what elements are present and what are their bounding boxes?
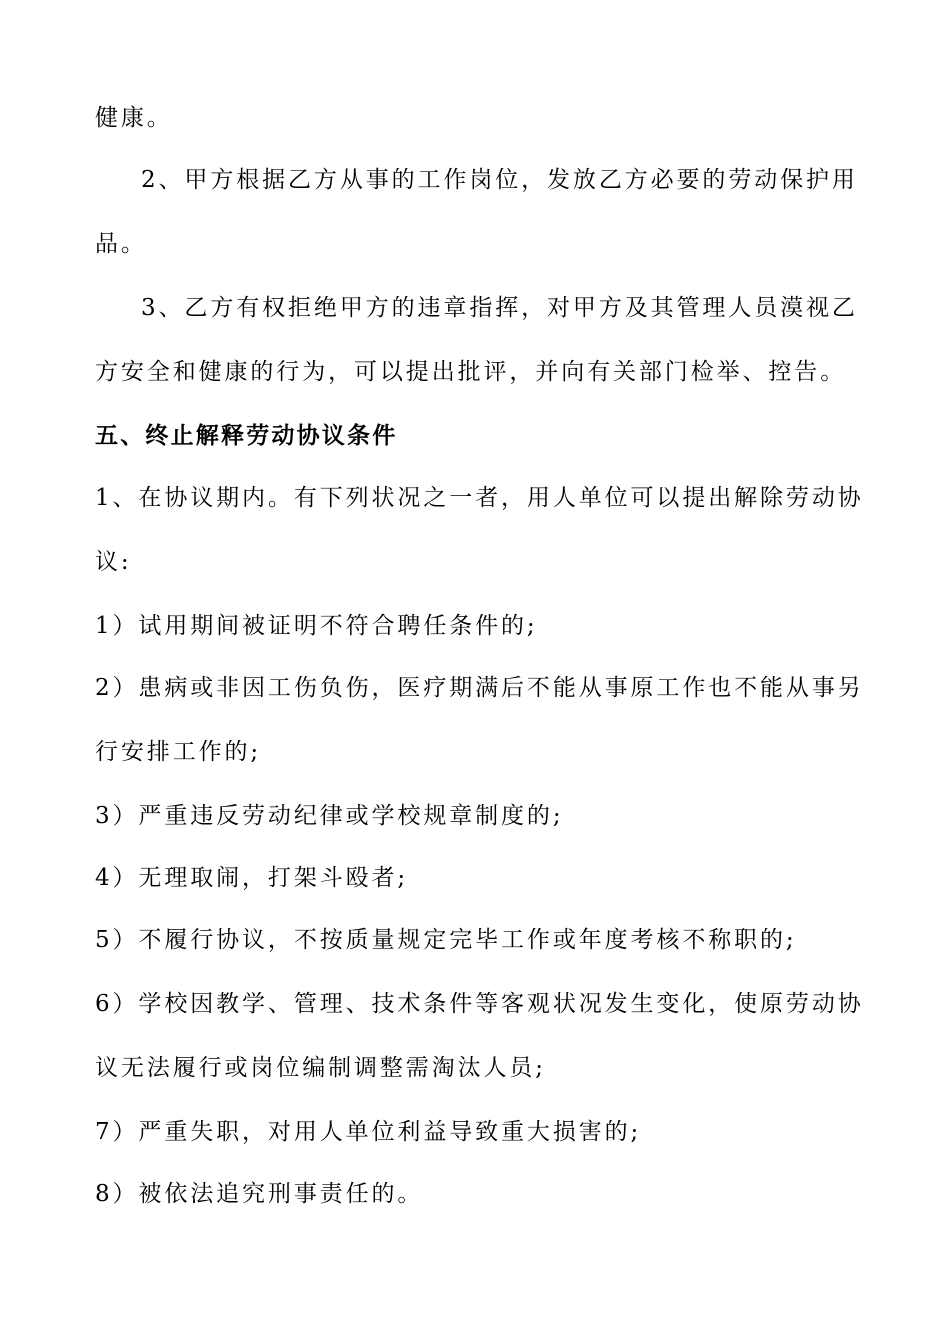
paragraph-line: 1、在协议期内。有下列状况之一者，用人单位可以提出解除劳动协	[95, 485, 864, 511]
paragraph-line: 3、乙方有权拒绝甲方的违章指挥，对甲方及其管理人员漠视乙	[141, 295, 858, 321]
list-item: 行安排工作的;	[95, 739, 262, 765]
section-heading: 五、终止解释劳动协议条件	[95, 422, 398, 449]
paragraph-line: 品。	[95, 231, 147, 257]
list-item: 5）不履行协议，不按质量规定完毕工作或年度考核不称职的;	[95, 927, 797, 953]
paragraph-line: 方安全和健康的行为，可以提出批评，并向有关部门检举、控告。	[95, 359, 847, 385]
list-item: 3）严重违反劳动纪律或学校规章制度的;	[95, 803, 564, 829]
list-item: 8）被依法追究刑事责任的。	[95, 1181, 424, 1207]
list-item: 2）患病或非因工伤负伤，医疗期满后不能从事原工作也不能从事另	[95, 675, 864, 701]
paragraph-line: 2、甲方根据乙方从事的工作岗位，发放乙方必要的劳动保护用	[141, 167, 858, 193]
paragraph-line: 议:	[95, 549, 132, 575]
paragraph-line: 健康。	[95, 105, 173, 131]
list-item: 1）试用期间被证明不符合聘任条件的;	[95, 613, 538, 639]
list-item: 议无法履行或岗位编制调整需淘汰人员;	[95, 1055, 546, 1081]
list-item: 6）学校因教学、管理、技术条件等客观状况发生变化，使原劳动协	[95, 991, 864, 1017]
list-item: 7）严重失职，对用人单位利益导致重大损害的;	[95, 1119, 642, 1145]
list-item: 4）无理取闹，打架斗殴者;	[95, 865, 409, 891]
